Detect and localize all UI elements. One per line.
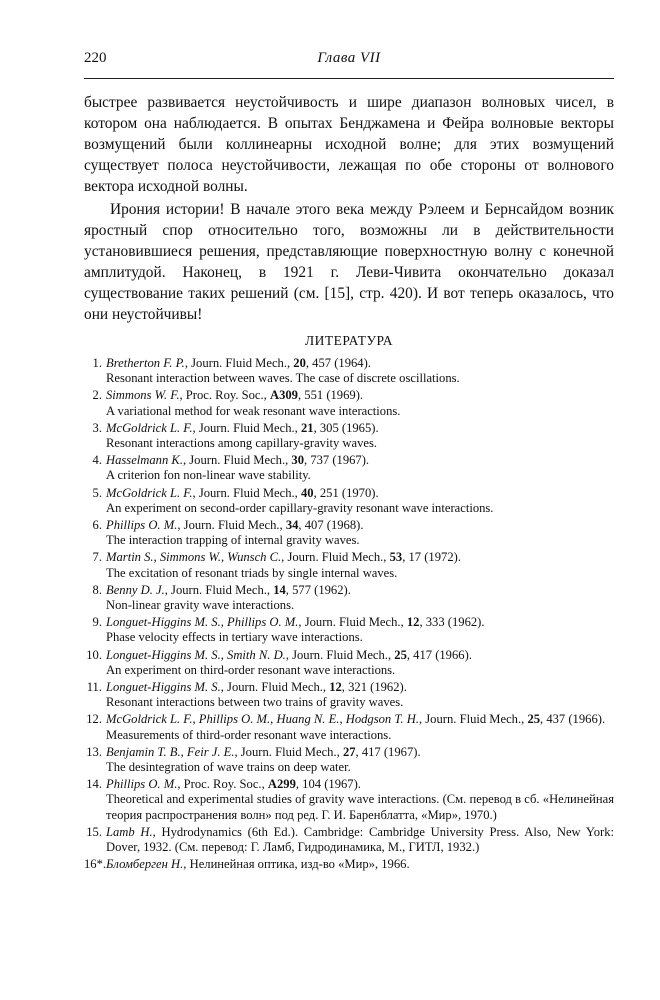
reference-authors: Hasselmann K. — [106, 453, 183, 468]
reference-authors: Martin S., Simmons W., Wunsch C. — [106, 550, 282, 565]
reference-volume: 20 — [293, 356, 306, 370]
literature-heading: ЛИТЕРАТУРА — [304, 333, 394, 348]
reference-citation-end: , 333 (1962). — [419, 615, 485, 630]
reference-item — [84, 453, 614, 483]
page-header — [84, 50, 614, 74]
reference-citation: , Journ. Fluid Mech., — [184, 356, 294, 370]
reference-authors: Longuet-Higgins M. S., Smith N. D. — [106, 647, 286, 662]
reference-title: Non-linear gravity wave interactions. — [106, 598, 295, 613]
reference-item — [84, 680, 614, 710]
reference-authors: Lamb H. — [106, 824, 153, 839]
paragraph-1: быстрее развивается неустойчивость и шире диапазон волновых чисел, в котором она наблюдается. В опытах Бенджамена и Фейра волновые векторы возмущений были коллинеарны исходной волне; для этих возмущений существует полоса неустойчивости, лежащая по обе стороны от волнового вектора исходной волны. — [84, 94, 614, 195]
reference-number: 13. — [86, 744, 102, 759]
reference-volume: 21 — [300, 420, 314, 435]
reference-number: 6. — [92, 518, 102, 533]
reference-citation: , Journ. Fluid Mech., — [418, 712, 528, 727]
reference-volume: 53 — [389, 550, 403, 565]
reference-item — [84, 356, 614, 386]
header-rule — [84, 78, 614, 79]
reference-title: Measurements of third-order resonant wave interactions. — [106, 727, 392, 742]
reference-citation-end: , 437 (1966). — [540, 712, 606, 727]
reference-citation-end: , 457 (1964). — [305, 356, 371, 370]
reference-citation: , Journ. Fluid Mech., — [234, 744, 343, 759]
reference-authors: Bretherton F. P. — [106, 356, 185, 370]
reference-item — [84, 486, 614, 516]
paragraph-2: Ирония истории! В начале этого века между Рэлеем и Бернсайдом возник яростный спор относительно того, возможны ли в действительности установившиеся решения, представляющие поверхностную волну с конечной амплитудой. Наконец, в 1921 г. Леви-Чивита окончательно доказал существование таких решений (см. [15], стр. 420). И вот теперь оказалось, что они неустойчивы! — [84, 201, 614, 323]
reference-item — [84, 518, 614, 548]
reference-title: Resonant interactions among capillary-gravity waves. — [106, 436, 378, 451]
reference-citation: , Journ. Fluid Mech., — [177, 518, 286, 533]
reference-authors: McGoldrick L. F., Phillips O. M., Huang N. E., Hodgson T. H. — [106, 712, 419, 727]
reference-item — [84, 857, 614, 872]
reference-citation: , Journ. Fluid Mech., — [298, 615, 407, 630]
reference-title: The excitation of resonant triads by single internal waves. — [106, 565, 398, 580]
reference-title: An experiment on second-order capillary-gravity resonant wave interactions. — [106, 500, 494, 515]
reference-number: 9. — [92, 615, 102, 630]
reference-citation-end: , 251 (1970). — [313, 485, 379, 500]
reference-authors: Simmons W. F. — [106, 388, 180, 403]
reference-volume: 30 — [291, 453, 305, 468]
running-head: Глава VII — [317, 50, 381, 66]
reference-authors: Phillips O. M. — [106, 518, 178, 533]
reference-authors: Phillips O. M. — [106, 777, 178, 792]
reference-citation-end: , 407 (1968). — [298, 518, 364, 533]
reference-authors: McGoldrick L. F. — [106, 485, 193, 500]
reference-list — [84, 356, 614, 873]
reference-number: 8. — [92, 582, 102, 597]
reference-item — [84, 421, 614, 451]
reference-item — [84, 825, 614, 855]
reference-volume: A309 — [269, 388, 298, 403]
reference-item — [84, 745, 614, 775]
reference-citation: , Journ. Fluid Mech., — [182, 453, 292, 468]
reference-citation-end: , 417 (1966). — [406, 647, 472, 662]
reference-citation: , Journ. Fluid Mech., — [164, 582, 274, 597]
reference-authors: Longuet-Higgins M. S. — [106, 680, 221, 695]
reference-number: 7. — [92, 550, 102, 565]
reference-citation: , Journ. Fluid Mech., — [285, 647, 395, 662]
reference-volume: A299 — [267, 777, 296, 792]
reference-citation: , Proc. Roy. Soc., — [177, 777, 268, 792]
reference-citation-end: Г. Ламб, Гидродинамика, М., ГИТЛ, 1932.) — [250, 840, 480, 855]
reference-title: A variational method for weak resonant wave interactions. — [106, 403, 401, 418]
reference-authors: Benjamin T. B., Feir J. E. — [106, 744, 235, 759]
reference-volume: 34 — [285, 518, 299, 533]
reference-number: 1. — [92, 356, 102, 370]
reference-title: Resonant interactions between two trains of gravity waves. — [106, 695, 404, 710]
reference-number: 10. — [86, 647, 102, 662]
reference-authors: Longuet-Higgins M. S., Phillips O. M. — [106, 615, 299, 630]
reference-volume: 25 — [527, 712, 541, 727]
reference-number: 15. — [86, 824, 102, 839]
reference-volume: 40 — [300, 485, 314, 500]
reference-citation: , Journ. Fluid Mech., — [192, 485, 301, 500]
reference-title: An experiment on third-order resonant wave interactions. — [106, 662, 396, 677]
reference-item — [84, 615, 614, 645]
reference-citation: , Нелинейная оптика, изд-во «Мир», 1966. — [183, 857, 410, 872]
reference-item — [84, 777, 614, 823]
reference-volume: 25 — [394, 647, 407, 662]
reference-citation-end: , 417 (1967). — [355, 744, 421, 759]
reference-number: 3. — [92, 420, 102, 435]
reference-title: Theoretical and experimental studies of gravity wave interactions. (См. перевод в сб. «Нелинейная теория распространения волн» под ред. Г. И. Баренблатта, «Мир», 1970.) — [106, 792, 614, 822]
reference-number: 5. — [92, 485, 102, 500]
reference-number: 4. — [92, 453, 102, 468]
reference-title: The interaction trapping of internal gravity waves. — [106, 533, 360, 548]
reference-number: 12. — [86, 712, 102, 727]
reference-title: A criterion fon non-linear wave stability. — [106, 468, 311, 483]
reference-citation-end: , 737 (1967). — [304, 453, 370, 468]
reference-authors: Benny D. J. — [106, 582, 165, 597]
reference-item — [84, 583, 614, 613]
reference-volume: 27 — [342, 744, 356, 759]
reference-volume: 12 — [329, 680, 342, 695]
reference-citation: , Journ. Fluid Mech., — [281, 550, 390, 565]
reference-citation-end: , 104 (1967). — [295, 777, 361, 792]
reference-item — [84, 550, 614, 580]
reference-citation-end: , 17 (1972). — [402, 550, 461, 565]
reference-citation: , Journ. Fluid Mech., — [192, 420, 301, 435]
reference-citation-end: , 551 (1969). — [297, 388, 364, 403]
reference-item — [84, 712, 614, 742]
reference-volume: 14 — [273, 582, 286, 597]
reference-citation: , Proc. Roy. Soc., — [179, 388, 270, 403]
reference-title: The desintegration of wave trains on deep water. — [106, 760, 351, 775]
reference-citation: , Hydrodynamics (6th Ed.). Cambridge: Cambridge University Press. Also, New York: Dover, 1932. (См. перевод: — [106, 824, 614, 855]
reference-citation-end: , 321 (1962). — [341, 680, 407, 695]
reference-authors: McGoldrick L. F. — [106, 420, 193, 435]
reference-number: 2. — [92, 388, 102, 403]
reference-number: 16*. — [84, 857, 107, 872]
reference-number: 11. — [86, 680, 102, 695]
reference-citation: , Journ. Fluid Mech., — [220, 680, 330, 695]
reference-item — [84, 648, 614, 678]
reference-authors: Бломберген Н. — [106, 857, 184, 872]
page-body — [84, 92, 614, 875]
reference-number: 14. — [86, 777, 102, 792]
reference-volume: 12 — [406, 615, 420, 630]
reference-citation-end: , 305 (1965). — [313, 420, 379, 435]
reference-title: Phase velocity effects in tertiary wave interactions. — [106, 630, 363, 645]
page-number: 220 — [84, 50, 107, 66]
reference-title: Resonant interaction between waves. The case of discrete oscillations. — [106, 371, 460, 386]
reference-item — [84, 388, 614, 418]
reference-citation-end: , 577 (1962). — [285, 582, 351, 597]
